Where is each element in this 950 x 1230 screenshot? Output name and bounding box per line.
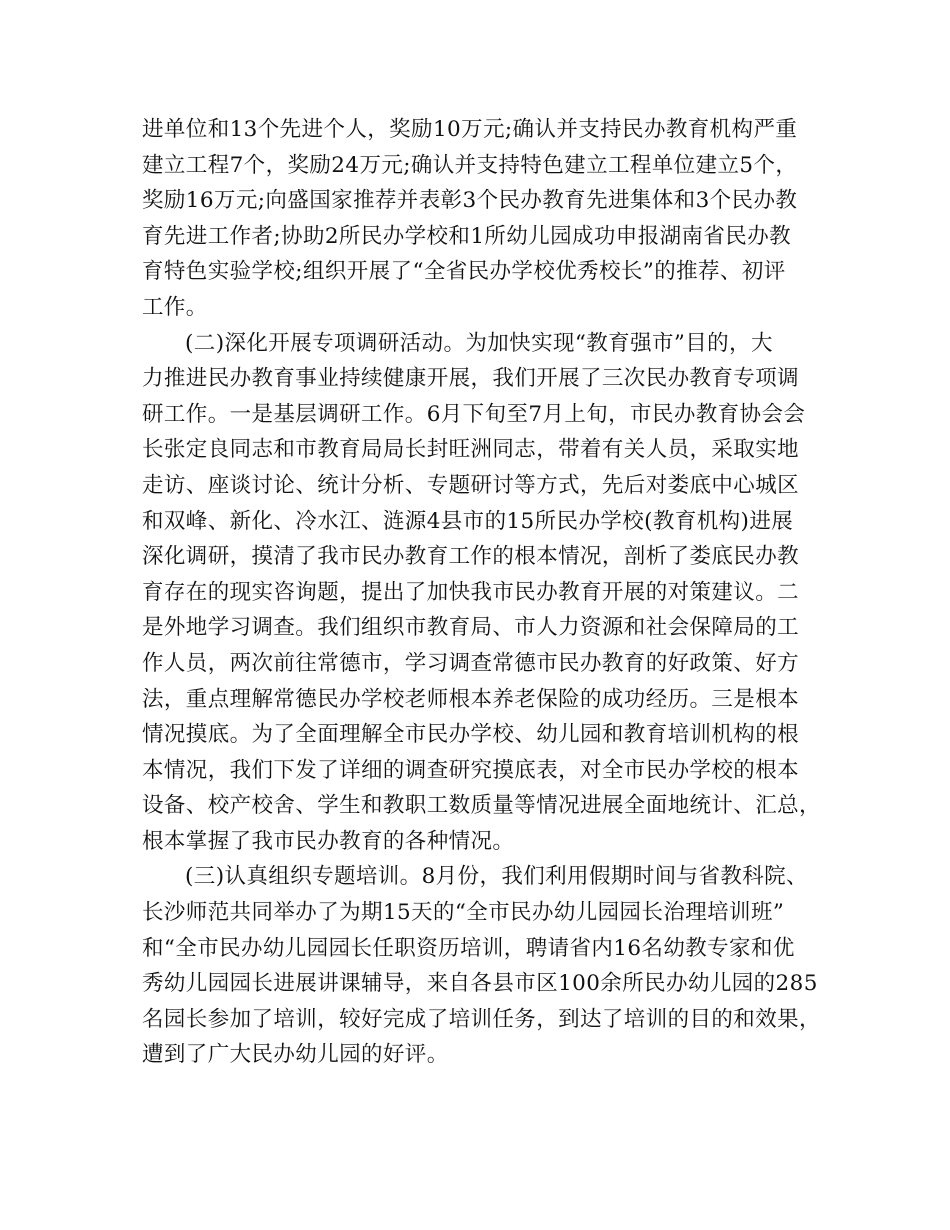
text-line: 长沙师范共同举办了为期15天的“全市民办幼儿园园长治理培训班” [142,900,785,926]
text-line: 和双峰、新化、冷水江、涟源4县市的15所民办学校(教育机构)进展 [142,508,794,534]
text-line: 工作。 [142,294,208,320]
text-line: 是外地学习调查。我们组织市教育局、市人力资源和社会保障局的工 [142,615,800,641]
text-line: 进单位和13个先进个人，奖励10万元;确认并支持民办教育机构严重 [142,117,798,142]
text-line: 秀幼儿园园长进展讲课辅导，来自各县市区100余所民办幼儿园的285 [142,971,818,997]
text-line: 和“全市民办幼儿园园长任职资历培训，聘请省内16名幼教专家和优 [142,935,795,961]
text-line: 情况摸底。为了全面理解全市民办学校、幼儿园和教育培训机构的根 [142,722,800,748]
text-line: 走访、座谈讨论、统计分析、专题研讨等方式，先后对娄底中心城区 [142,472,800,498]
text-line: 力推进民办教育事业持续健康开展，我们开展了三次民办教育专项调 [142,366,800,392]
text-line: 遭到了广大民办幼儿园的好评。 [142,1042,449,1068]
document-body [142,112,828,1073]
text-line: 育存在的现实咨询题，提出了加快我市民办教育开展的对策建议。二 [142,579,800,605]
text-line: 建立工程7个，奖励24万元;确认并支持特色建立工程单位建立5个， [142,152,798,178]
text-line: 育先进工作者;协助2所民办学校和1所幼儿园成功申报湖南省民办教 [142,223,792,249]
text-line: (二)深化开展专项调研活动。为加快实现“教育强市”目的，大 [185,330,773,356]
text-line: 育特色实验学校;组织开展了“全省民办学校优秀校长”的推荐、初评 [142,259,786,285]
text-line: 奖励16万元;向盛国家推荐并表彰3个民办教育先进集体和3个民办教 [142,188,798,214]
text-line: 深化调研，摸清了我市民办教育工作的根本情况，剖析了娄底民办教 [142,544,800,570]
text-line: 研工作。一是基层调研工作。6月下旬至7月上旬，市民办教育协会会 [142,401,806,427]
text-line: (三)认真组织专题培训。8月份，我们利用假期时间与省教科院、 [185,864,808,890]
text-line: 名园长参加了培训，较好完成了培训任务，到达了培训的目的和效果， [142,1006,821,1032]
text-line: 作人员，两次前往常德市，学习调查常德市民办教育的好政策、好方 [142,650,800,676]
text-line: 本情况，我们下发了详细的调查研究摸底表，对全市民办学校的根本 [142,757,800,783]
text-line: 根本掌握了我市民办教育的各种情况。 [142,828,515,854]
text-line: 法，重点理解常德民办学校老师根本养老保险的成功经历。三是根本 [142,686,800,712]
text-line: 长张定良同志和市教育局局长封旺洲同志，带着有关人员，采取实地 [142,437,800,463]
text-line: 设备、校产校舍、学生和教职工数质量等情况进展全面地统计、汇总， [142,793,821,819]
